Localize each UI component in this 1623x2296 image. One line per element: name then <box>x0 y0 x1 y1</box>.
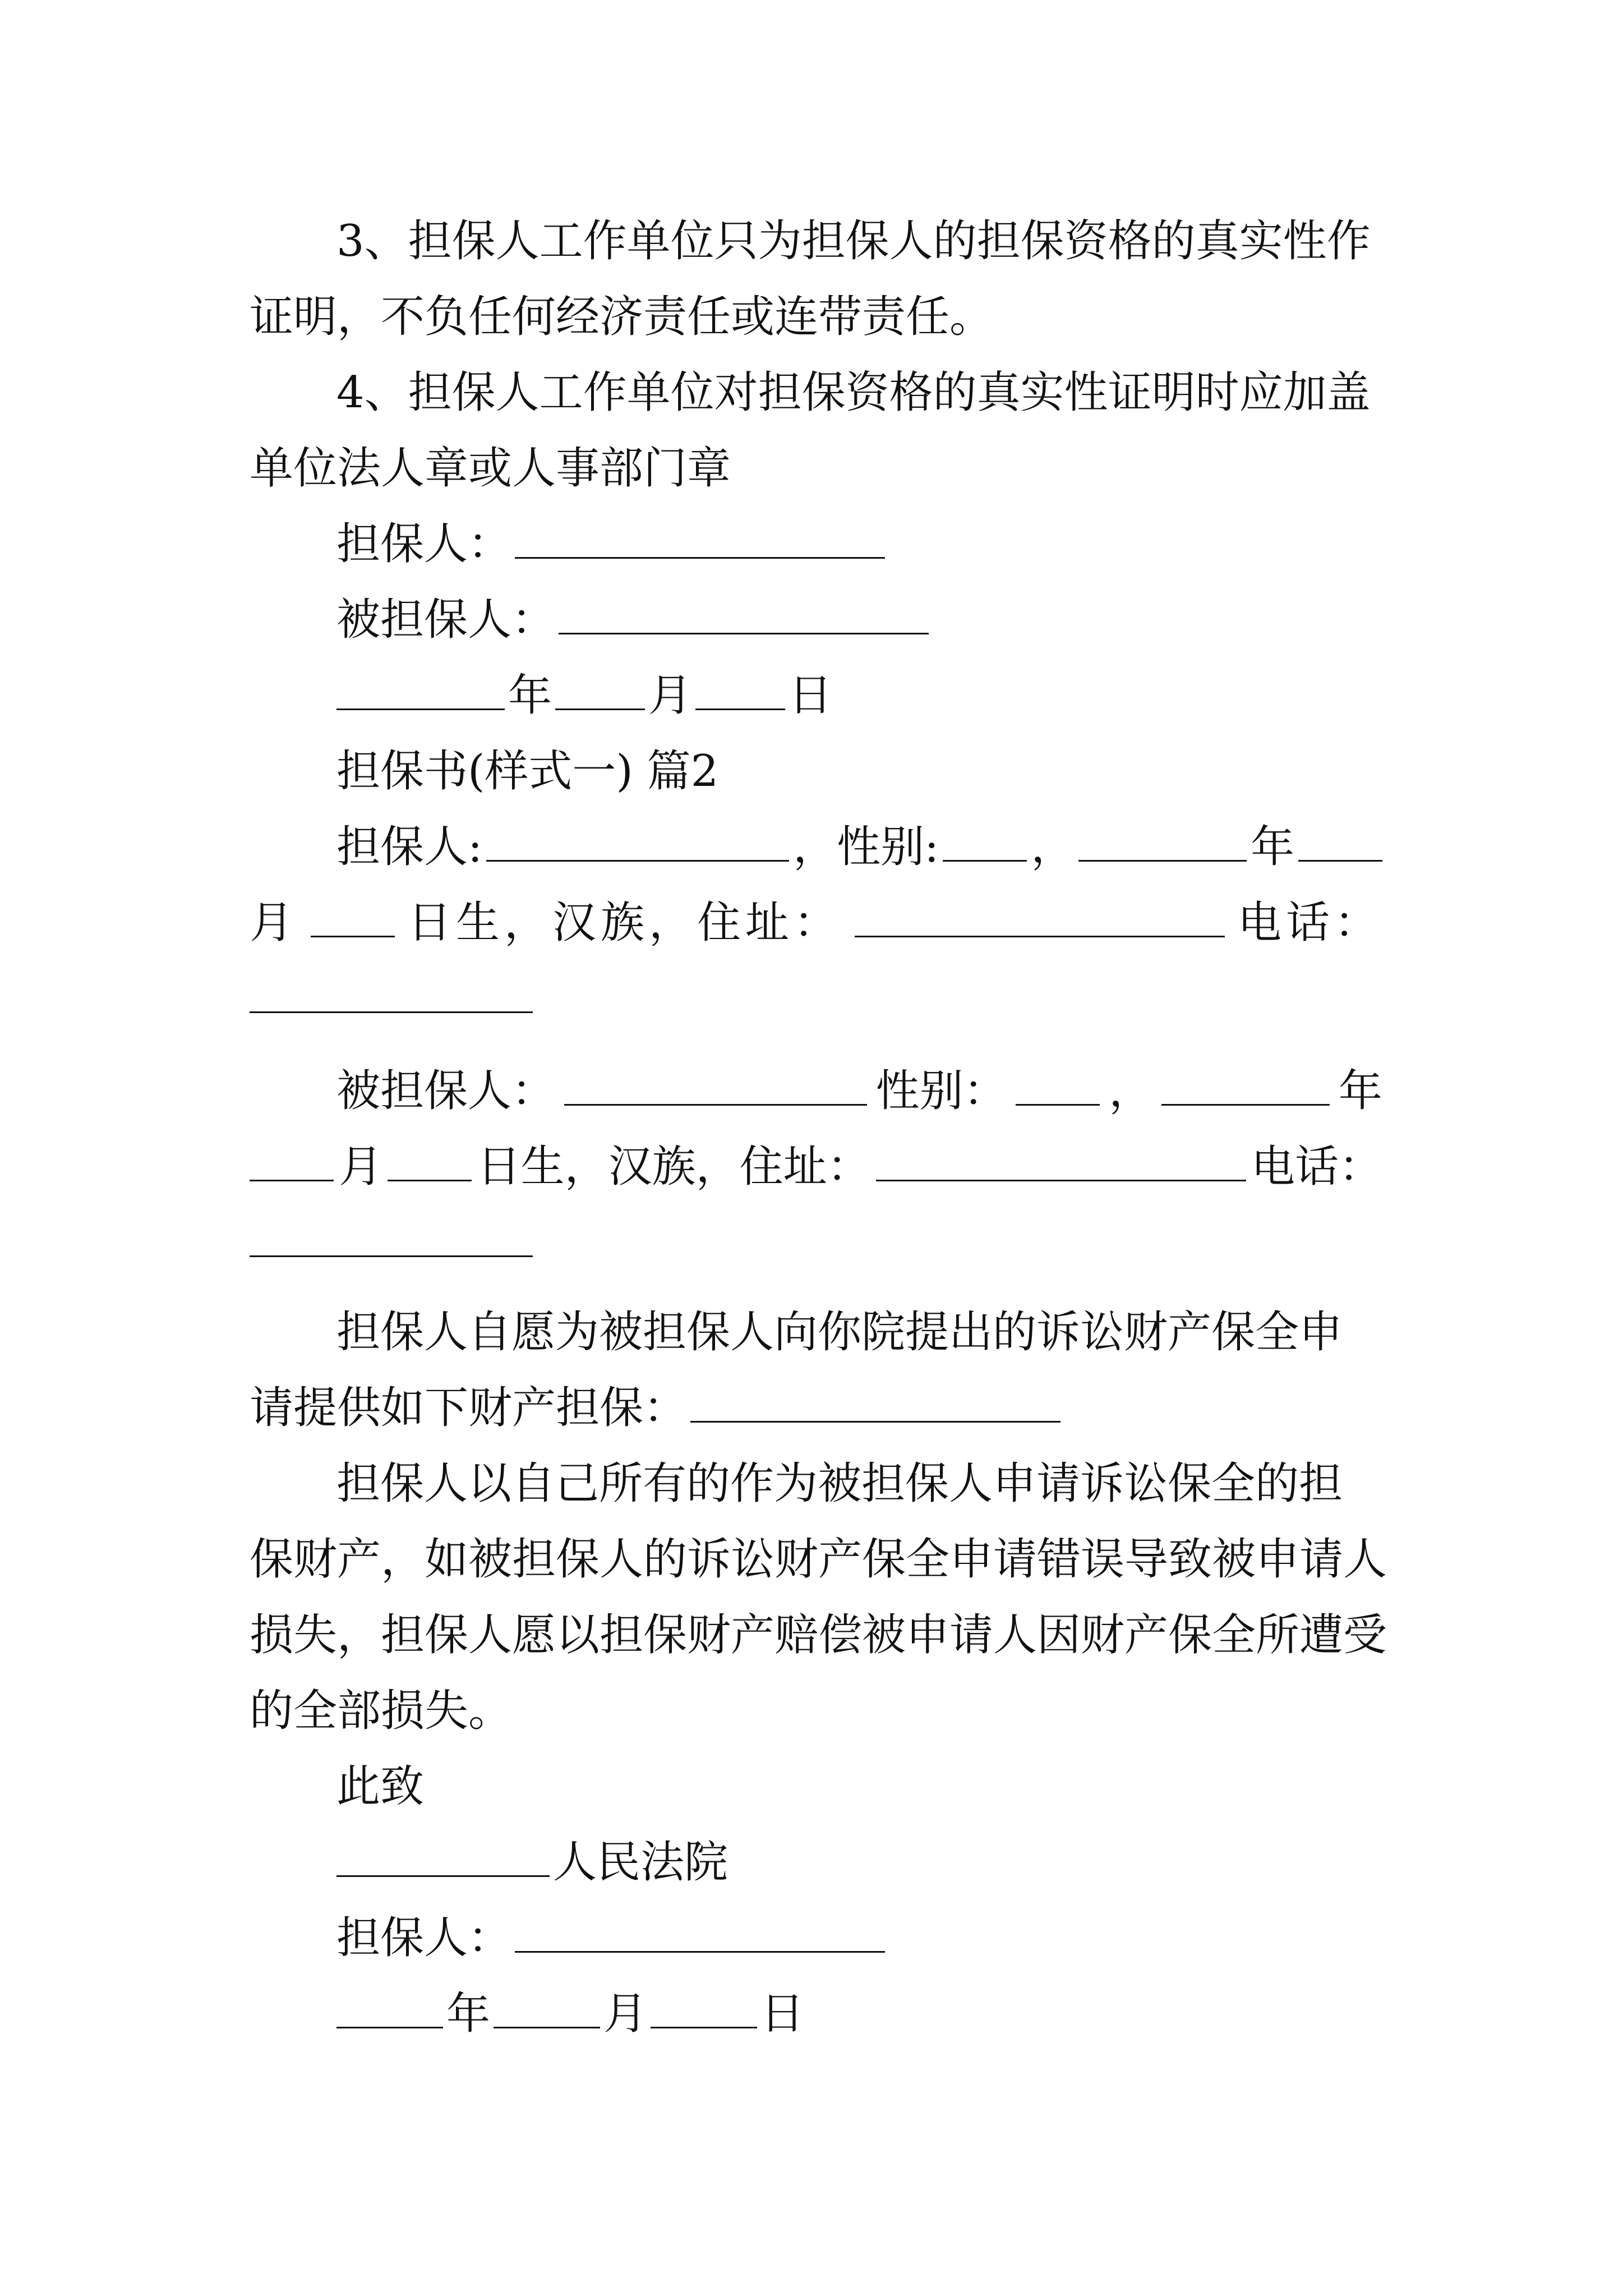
day-blank[interactable] <box>695 674 785 710</box>
month-blank-2[interactable] <box>494 1992 600 2028</box>
month-char-2: 月 <box>339 1142 383 1192</box>
guarantor-signature-line <box>336 516 1382 572</box>
day-label: 日 <box>789 670 833 721</box>
paragraph-3-line-1: 3、担保人工作单位只为担保人的担保资格的真实性作 <box>336 216 1371 266</box>
guaranteed-label: 被担保人： <box>336 595 556 645</box>
birth-day-blank[interactable] <box>311 901 395 937</box>
birth-month-blank-2[interactable] <box>250 1145 334 1181</box>
paragraph-5-line-1: 担保人自愿为被担保人向你院提出的诉讼财产保全申 <box>336 1307 1343 1358</box>
birth-day-blank-2[interactable] <box>388 1145 472 1181</box>
day-label-2: 日 <box>760 1989 805 2039</box>
guarantor-info-line-1 <box>336 819 1382 875</box>
guaranteed-info-line-1 <box>336 1063 1382 1119</box>
guarantor-blank[interactable] <box>515 522 885 559</box>
gender-label-2: 性别： <box>875 1066 1007 1116</box>
year-blank[interactable] <box>336 674 505 710</box>
phone-label: 电话： <box>1237 898 1382 948</box>
guarantor-colon-label: 担保人: <box>336 822 483 872</box>
month-char: 月 <box>250 898 298 948</box>
gender-blank-2[interactable] <box>1016 1069 1100 1106</box>
guarantor-signature-line-2 <box>336 1910 1382 1966</box>
guarantor-phone-line <box>250 970 1382 1027</box>
guaranteed-info-line-2 <box>250 1139 1382 1195</box>
date-line-1 <box>336 668 1382 724</box>
guaranteed-colon-label: 被担保人： <box>336 1066 556 1116</box>
year-label: 年 <box>508 670 552 721</box>
guaranteed-phone-line <box>250 1214 1382 1271</box>
guaranteed-name-blank[interactable] <box>564 1069 867 1106</box>
phone-blank-2[interactable] <box>250 1221 533 1257</box>
court-line <box>336 1834 1382 1890</box>
comma: ， <box>1031 822 1075 872</box>
section-title: 担保书(样式一) 篇2 <box>336 746 719 797</box>
year-blank-2[interactable] <box>336 1992 443 2028</box>
month-blank[interactable] <box>555 674 645 710</box>
paragraph-3-line-2: 证明，不负任何经济责任或连带责任。 <box>250 292 994 342</box>
paragraph-6-line-3: 损失，担保人愿以担保财产赔偿被申请人因财产保全所遭受 <box>250 1610 1387 1660</box>
salutation: 此致 <box>336 1761 425 1812</box>
court-label: 人民法院 <box>553 1837 728 1888</box>
month-label-2: 月 <box>603 1989 648 2039</box>
paragraph-6-line-1: 担保人以自己所有的作为被担保人申请诉讼保全的担 <box>336 1458 1343 1509</box>
comma-2: ， <box>1109 1066 1153 1116</box>
phone-label-2: 电话： <box>1251 1142 1382 1192</box>
year-char: 年 <box>1251 822 1295 872</box>
guarantor-info-line-2 <box>250 895 1382 951</box>
address-blank-2[interactable] <box>876 1145 1246 1181</box>
paragraph-6-line-4: 的全部损失。 <box>250 1686 513 1736</box>
phone-blank[interactable] <box>250 977 533 1013</box>
born-address-label-2: 日生，汉族，住址： <box>477 1142 871 1192</box>
guarantor-blank-2[interactable] <box>515 1916 885 1953</box>
year-label-2: 年 <box>446 1989 491 2039</box>
gender-label: ，性别: <box>793 822 939 872</box>
birth-year-blank-2[interactable] <box>1161 1069 1330 1106</box>
gender-blank[interactable] <box>943 825 1027 862</box>
property-blank[interactable] <box>690 1386 1061 1423</box>
guarantor-label: 担保人： <box>336 519 512 569</box>
address-blank[interactable] <box>855 901 1225 937</box>
paragraph-4-line-1: 4、担保人工作单位对担保资格的真实性证明时应加盖 <box>336 367 1371 418</box>
born-address-label: 日生，汉族，住址： <box>407 898 842 948</box>
month-label: 月 <box>648 670 693 721</box>
guarantor-name-blank[interactable] <box>486 825 789 862</box>
date-line-2 <box>336 1986 1382 2042</box>
paragraph-4-line-2: 单位法人章或人事部门章 <box>250 443 731 494</box>
day-blank-2[interactable] <box>651 1992 757 2028</box>
guaranteed-signature-line <box>336 592 1382 648</box>
birth-year-blank[interactable] <box>1078 825 1247 862</box>
guaranteed-blank[interactable] <box>559 598 929 634</box>
paragraph-5-line-2-text: 请提供如下财产担保： <box>250 1383 688 1433</box>
court-blank[interactable] <box>336 1841 550 1877</box>
paragraph-5-line-2 <box>250 1380 1382 1436</box>
guarantor-label-2: 担保人： <box>336 1913 512 1963</box>
birth-month-blank[interactable] <box>1298 825 1382 862</box>
paragraph-6-line-2: 保财产，如被担保人的诉讼财产保全申请错误导致被申请人 <box>250 1534 1387 1585</box>
year-char-2: 年 <box>1338 1066 1382 1116</box>
